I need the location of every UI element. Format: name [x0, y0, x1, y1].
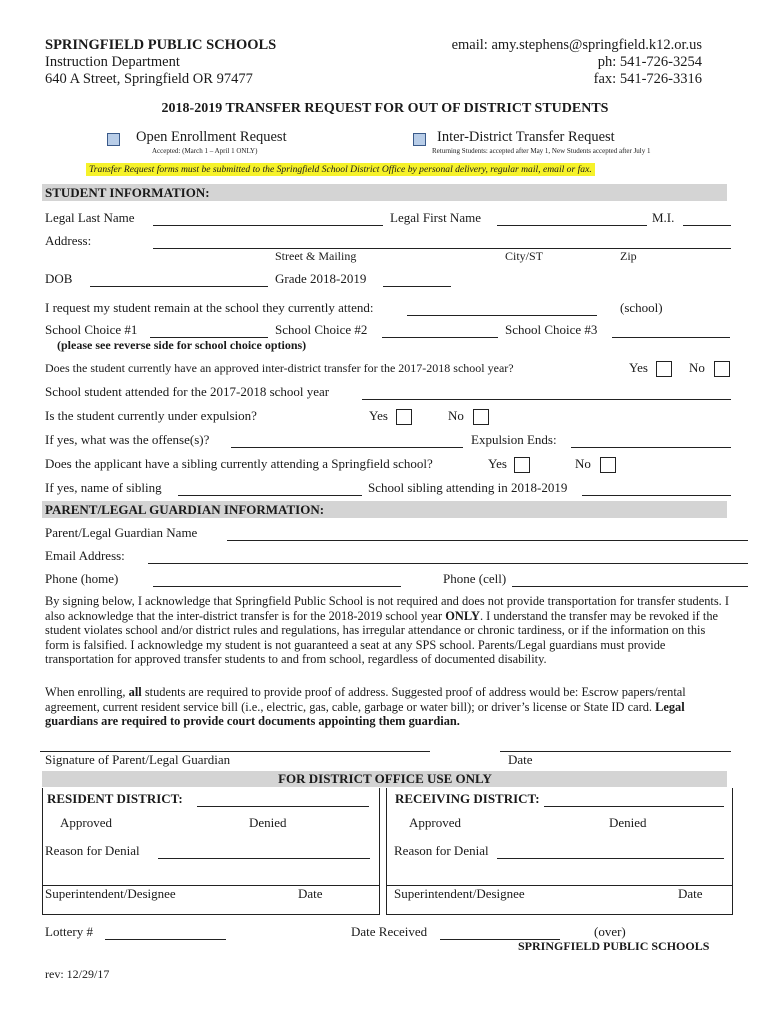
student-section-heading: STUDENT INFORMATION:: [45, 185, 210, 200]
approved-no-checkbox[interactable]: [714, 361, 730, 377]
phone-home-label: Phone (home): [45, 571, 119, 586]
proof-text-1: When enrolling,: [45, 685, 129, 699]
mi-field[interactable]: [683, 225, 731, 226]
choice2-field[interactable]: [382, 337, 498, 338]
phone-cell-label: Phone (cell): [443, 571, 507, 586]
receiving-date-label: Date: [678, 886, 703, 901]
approved-yes-checkbox[interactable]: [656, 361, 672, 377]
approved-transfer-question: Does the student currently have an approved inter-district transfer for the 2017-2018 school year?: [45, 361, 514, 375]
remain-school-field[interactable]: [407, 315, 597, 316]
inter-district-label: Inter-District Transfer Request: [437, 129, 615, 145]
open-enrollment-note: Accepted: (March 1 – April 1 ONLY): [152, 147, 258, 155]
resident-district-field[interactable]: [197, 806, 369, 807]
acknowledgement-paragraph: [45, 594, 730, 667]
sibling-yes-label: Yes: [488, 456, 507, 471]
dob-field[interactable]: [90, 286, 268, 287]
sibling-no-label: No: [575, 456, 591, 471]
org-name: SPRINGFIELD PUBLIC SCHOOLS: [45, 37, 277, 53]
resident-date-label: Date: [298, 886, 323, 901]
sibling-no-checkbox[interactable]: [600, 457, 616, 473]
receiving-approved[interactable]: Approved: [409, 815, 461, 830]
expulsion-yes-checkbox[interactable]: [396, 409, 412, 425]
proof-of-address-paragraph: [45, 685, 730, 729]
office-section-heading: FOR DISTRICT OFFICE USE ONLY: [278, 771, 492, 786]
phone-cell-field[interactable]: [512, 586, 748, 587]
expulsion-question: Is the student currently under expulsion?: [45, 408, 257, 423]
mi-label: M.I.: [652, 210, 675, 225]
expulsion-no-label: No: [448, 408, 464, 423]
proof-court-docs: Legal guardians are required to provide court documents appointing them guardian.: [45, 699, 685, 728]
guardian-section-heading: PARENT/LEGAL GUARDIAN INFORMATION:: [45, 502, 325, 517]
open-enrollment-label: Open Enrollment Request: [136, 129, 287, 145]
last-name-field[interactable]: [153, 225, 383, 226]
address-label: Address:: [45, 233, 92, 248]
receiving-box-bottom: [386, 914, 732, 915]
guardian-email-field[interactable]: [148, 563, 748, 564]
choice1-label: School Choice #1: [45, 322, 138, 337]
resident-district-label: RESIDENT DISTRICT:: [47, 791, 183, 806]
offense-field[interactable]: [231, 447, 463, 448]
receiving-denied[interactable]: Denied: [609, 815, 647, 830]
resident-reason-field[interactable]: [158, 858, 370, 859]
expulsion-ends-field[interactable]: [571, 447, 731, 448]
choice3-label: School Choice #3: [505, 322, 598, 337]
contact-phone: ph: 541-726-3254: [597, 54, 702, 70]
city-caption: City/ST: [505, 249, 544, 263]
street-caption: Street & Mailing: [275, 249, 357, 263]
first-name-field[interactable]: [497, 225, 647, 226]
school-caption: (school): [620, 300, 663, 315]
expulsion-ends-label: Expulsion Ends:: [471, 432, 557, 447]
attended-label: School student attended for the 2017-2018 school year: [45, 384, 330, 399]
revision-date: rev: 12/29/17: [45, 967, 110, 981]
resident-reason-label: Reason for Denial: [45, 843, 140, 858]
expulsion-no-checkbox[interactable]: [473, 409, 489, 425]
first-name-label: Legal First Name: [390, 210, 481, 225]
last-name-label: Legal Last Name: [45, 210, 135, 225]
expulsion-yes-label: Yes: [369, 408, 388, 423]
inter-district-checkbox[interactable]: [413, 133, 426, 146]
form-title: 2018-2019 TRANSFER REQUEST FOR OUT OF DISTRICT STUDENTS: [161, 101, 609, 116]
grade-label: Grade 2018-2019: [275, 271, 367, 286]
date-received-label: Date Received: [351, 924, 428, 939]
signature-date-field[interactable]: [500, 751, 731, 752]
contact-email: email: amy.stephens@springfield.k12.or.us: [451, 37, 702, 53]
remain-label: I request my student remain at the school they currently attend:: [45, 300, 374, 315]
guardian-name-label: Parent/Legal Guardian Name: [45, 525, 198, 540]
proof-all: all: [128, 685, 142, 699]
sibling-school-field[interactable]: [582, 495, 731, 496]
sibling-question: Does the applicant have a sibling currently attending a Springfield school?: [45, 456, 433, 471]
sibling-name-field[interactable]: [178, 495, 362, 496]
ack-only: ONLY: [445, 608, 480, 623]
address-field[interactable]: [153, 248, 731, 249]
ack-text-1: By signing below, I acknowledge that Springfield Public School is not required and does not provide transportation for transfer students. I also acknowledge that the inter-district transfer is for the 2018-2019 school year: [45, 594, 729, 623]
department: Instruction Department: [45, 54, 180, 70]
receiving-district-label: RECEIVING DISTRICT:: [395, 791, 540, 806]
sibling-school-label: School sibling attending in 2018-2019: [368, 480, 568, 495]
resident-denied[interactable]: Denied: [249, 815, 287, 830]
receiving-reason-field[interactable]: [497, 858, 724, 859]
over-label: (over): [594, 924, 626, 939]
approved-yes-label: Yes: [629, 360, 648, 375]
zip-caption: Zip: [620, 249, 637, 263]
resident-superintendent-label: Superintendent/Designee: [45, 886, 176, 901]
receiving-reason-label: Reason for Denial: [394, 843, 489, 858]
proof-text-2: students are required to provide proof of address. Suggested proof of address would be: Escrow papers/rental agreement, current resident service bill (i.e., electric, gas, cable, garbage or water bill); or driver’s license or State ID card.: [45, 685, 686, 714]
org-address: 640 A Street, Springfield OR 97477: [45, 71, 253, 87]
phone-home-field[interactable]: [153, 586, 401, 587]
dob-label: DOB: [45, 271, 73, 286]
attended-field[interactable]: [362, 399, 731, 400]
contact-fax: fax: 541-726-3316: [593, 71, 702, 87]
choice-note: (please see reverse side for school choice options): [57, 338, 307, 352]
receiving-district-field[interactable]: [544, 806, 724, 807]
signature-label: Signature of Parent/Legal Guardian: [45, 752, 231, 767]
offense-label: If yes, what was the offense(s)?: [45, 432, 210, 447]
ack-text-2: . I understand the transfer may be revoked if the student violates school and/or district rules and regulations, has irregular attendance or chronic tardiness, or if the information on this form is falsified. I acknowledge my student is not guaranteed a seat at any SPS school. Parents/Legal guardians must provide transportation for approved transfer students to and from school, regardless of documented disability.: [45, 608, 719, 666]
guardian-name-field[interactable]: [227, 540, 748, 541]
signature-date-label: Date: [508, 752, 533, 767]
lottery-label: Lottery #: [45, 924, 94, 939]
choice2-label: School Choice #2: [275, 322, 368, 337]
sibling-yes-checkbox[interactable]: [514, 457, 530, 473]
lottery-field[interactable]: [105, 939, 226, 940]
grade-field[interactable]: [383, 286, 451, 287]
resident-box-bottom: [42, 914, 379, 915]
approved-no-label: No: [689, 360, 705, 375]
open-enrollment-checkbox[interactable]: [107, 133, 120, 146]
footer-org-name: SPRINGFIELD PUBLIC SCHOOLS: [518, 939, 710, 953]
receiving-superintendent-label: Superintendent/Designee: [394, 886, 525, 901]
guardian-email-label: Email Address:: [45, 548, 125, 563]
choice3-field[interactable]: [612, 337, 730, 338]
sibling-name-label: If yes, name of sibling: [45, 480, 162, 495]
inter-district-note: Returning Students: accepted after May 1, New Students accepted after July 1: [432, 147, 651, 155]
submission-notice: Transfer Request forms must be submitted to the Springfield School District Office by personal delivery, regular mail, email or fax.: [86, 163, 595, 176]
resident-approved[interactable]: Approved: [60, 815, 112, 830]
